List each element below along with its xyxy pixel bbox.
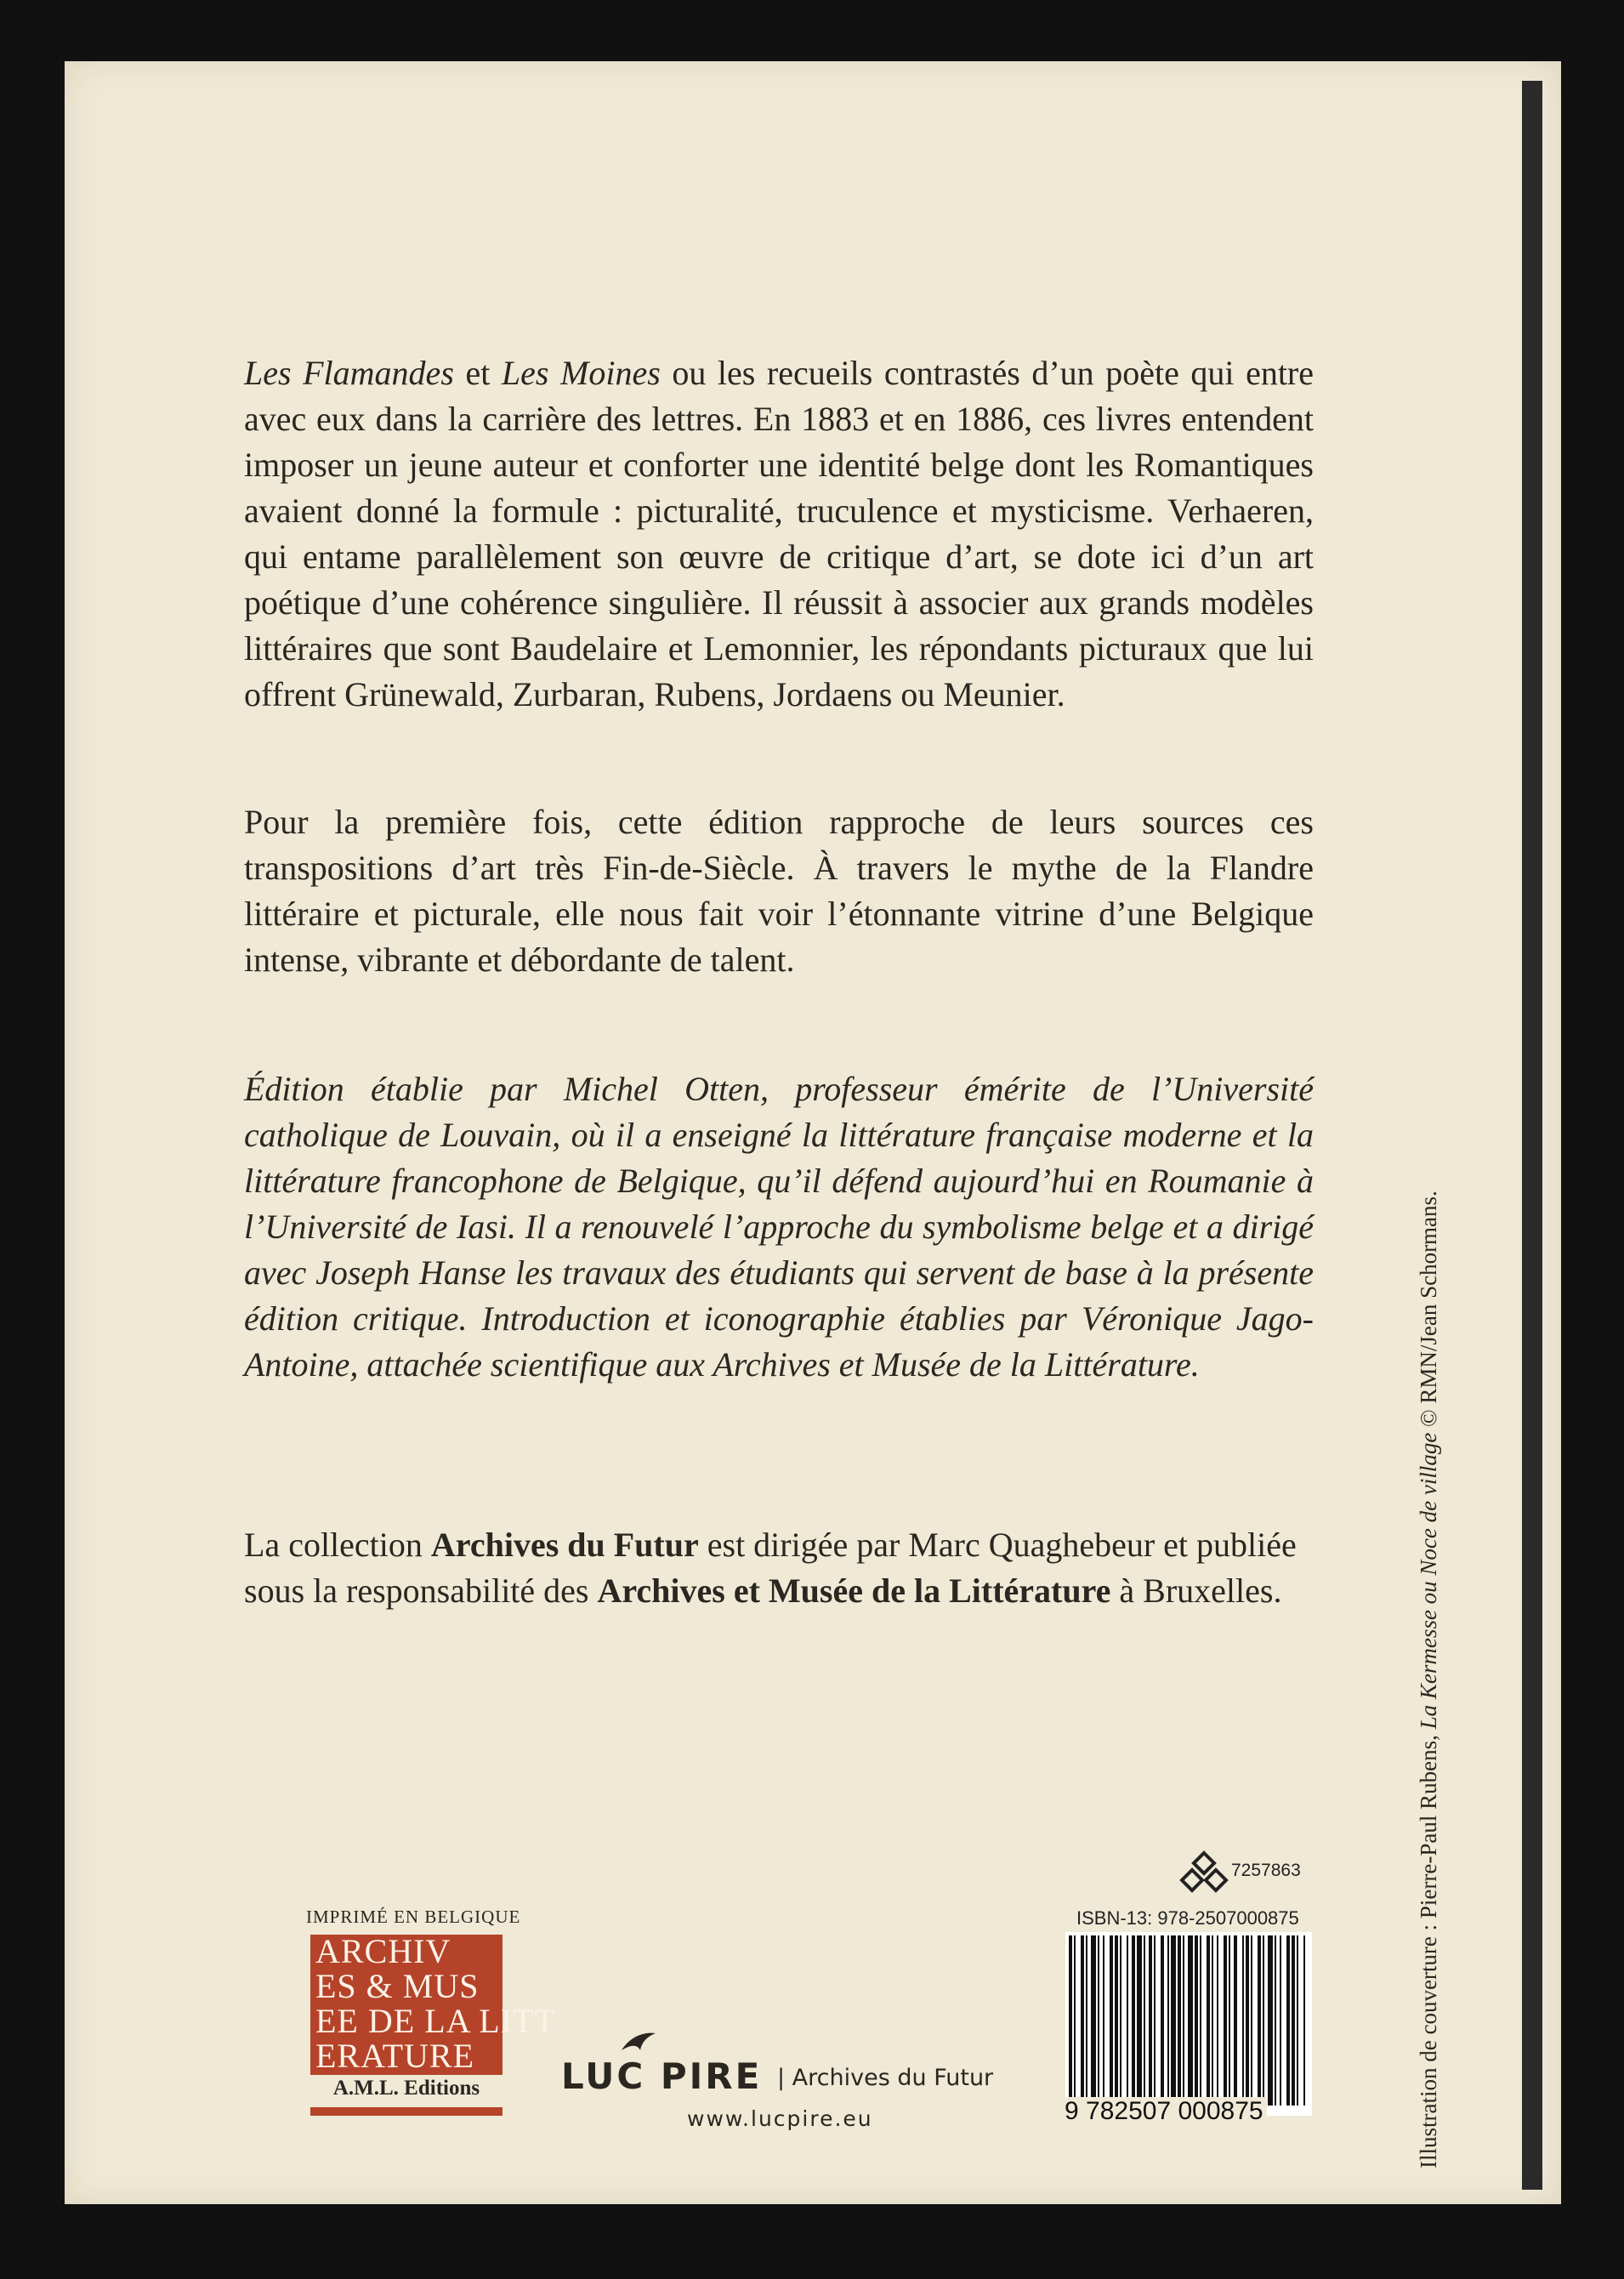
barcode-digits: 9 782507 000875	[1061, 2097, 1267, 2126]
barcode-bar	[1268, 1935, 1273, 2106]
cover-illustration-credit	[1416, 1063, 1442, 2168]
collection-name: Archives du Futur	[430, 1526, 699, 1564]
barcode-bar	[1144, 1935, 1145, 2106]
barcode-bar	[1224, 1935, 1227, 2106]
aml-editions-label: A.M.L. Editions	[310, 2077, 503, 2116]
barcode-bar	[1091, 1935, 1096, 2106]
barcode-bar	[1275, 1935, 1276, 2106]
barcode-bar	[1115, 1935, 1118, 2106]
collection-text-3: à Bruxelles.	[1110, 1571, 1282, 1610]
barcode-bar	[1120, 1935, 1121, 2106]
barcode-bar	[1132, 1935, 1135, 2106]
barcode-bar	[1137, 1935, 1142, 2106]
connector: et	[453, 354, 502, 392]
barcode-bar	[1207, 1935, 1210, 2106]
bird-logo-icon	[618, 2028, 659, 2055]
barcode-bar	[1188, 1935, 1193, 2106]
barcode-bar	[1229, 1935, 1230, 2106]
barcode-bar	[1127, 1935, 1128, 2106]
credit-work-title: La Kermesse ou Noce de village	[1416, 1432, 1441, 1730]
blurb-paragraph-2: Pour la première fois, cette édition rapproche de leurs sources ces transpositions d’art très Fin-de-Siècle. À travers le mythe de la Flandre littéraire et picturale, elle nous fait voir l’étonnante vitrine d’une Belgique intense, vibrante et débordante de talent.	[244, 803, 1314, 979]
aml-logo	[310, 1932, 556, 2075]
editor-note: Édition établie par Michel Otten, professeur émérite de l’Université catholique de Louvain, où il a enseigné la littérature française moderne et la littérature francophone de Belgique, qu’il défend aujourd’hui en Roumanie à l’Université de Iasi. Il a renouvelé l’approche du symbolisme belge et a dirigé avec Joseph Hanse les travaux des étudiants qui servent de base à la présente édition critique. Introduction et iconographie établies par Véronique Jago-Antoine, attachée scientifique aux Archives et Musée de la Littérature.	[244, 1070, 1314, 1384]
barcode-bar	[1110, 1935, 1113, 2106]
collection-note	[244, 1522, 1314, 1614]
barcode-bar	[1234, 1935, 1237, 2106]
barcode-bar	[1069, 1935, 1072, 2106]
series-label: | Archives du Futur	[777, 2065, 994, 2091]
distributor-code: 7257863	[1231, 1861, 1301, 1880]
barcode-bar	[1074, 1935, 1076, 2106]
credit-prefix: Illustration de couverture : Pierre-Paul Rubens,	[1416, 1729, 1441, 2168]
barcode-bar	[1297, 1935, 1298, 2106]
credit-suffix: © RMN/Jean Schormans.	[1416, 1191, 1441, 1433]
barcode-bar	[1167, 1935, 1169, 2106]
title-les-moines: Les Moines	[501, 354, 661, 392]
barcode-bar	[1103, 1935, 1104, 2106]
aml-logo-line-4: ERATURE	[315, 2037, 474, 2075]
barcode-bar	[1098, 1935, 1099, 2106]
barcode-bar	[1280, 1935, 1281, 2106]
barcode-bar	[1086, 1935, 1087, 2106]
blurb-text: ou les recueils contrastés d’un poète qui entre avec eux dans la carrière des lettres. En 1883 et en 1886, ces livres entendent imposer un jeune auteur et conforter une identité belge dont les Romantiques avaient donné la formule : picturalité, truculence et mysticisme. Verhaeren, qui entame parallèlement son œuvre de critique d’art, se dote ici d’un art poétique d’une cohérence singulière. Il réussit à associer aux grands modèles littéraires que sont Baudelaire et Lemonnier, les répondants picturaux que lui offrent Grünewald, Zurbaran, Rubens, Jordaens ou Meunier.	[244, 354, 1315, 713]
barcode-bar	[1246, 1935, 1249, 2106]
barcode-bar	[1161, 1935, 1164, 2106]
barcode-bar	[1183, 1935, 1184, 2106]
barcode-bar	[1286, 1935, 1290, 2106]
barcode-bar	[1212, 1935, 1213, 2106]
barcode-bar	[1303, 1935, 1305, 2106]
printed-in-belgium: IMPRIMÉ EN BELGIQUE	[306, 1907, 521, 1927]
isbn-barcode	[1065, 1932, 1312, 2116]
blurb-paragraph-1	[244, 350, 1314, 718]
barcode-bar	[1081, 1935, 1084, 2106]
aml-logo-line-3: EE DE LA LITT	[315, 2002, 556, 2040]
aml-logo-line-2: ES & MUS	[315, 1967, 480, 2005]
publisher-url: www.lucpire.eu	[687, 2106, 873, 2131]
barcode-bar	[1242, 1935, 1244, 2106]
distributor-mark-icon	[1180, 1851, 1228, 1894]
barcode-bar	[1258, 1935, 1261, 2106]
isbn-label: ISBN-13: 978-2507000875	[1076, 1907, 1299, 1929]
barcode-bar	[1195, 1935, 1198, 2106]
title-les-flamandes: Les Flamandes	[244, 354, 454, 392]
barcode-bar	[1171, 1935, 1176, 2106]
barcode-bar	[1200, 1935, 1201, 2106]
collection-text-2: est dirigée par Marc Quaghebeur et publiée sous la responsabilité des	[244, 1526, 1297, 1610]
collection-text-1: La collection	[244, 1526, 431, 1564]
barcode-bar	[1263, 1935, 1264, 2106]
barcode-bar	[1154, 1935, 1156, 2106]
aml-logo-line-1: ARCHIV	[315, 1932, 451, 1970]
barcode-bar	[1217, 1935, 1218, 2106]
barcode-bar	[1292, 1935, 1295, 2106]
publisher-name: Archives et Musée de la Littérature	[597, 1571, 1111, 1610]
barcode-bar	[1149, 1935, 1152, 2106]
spine-edge	[1522, 81, 1542, 2190]
barcode-bar	[1251, 1935, 1252, 2106]
barcode-bar	[1178, 1935, 1181, 2106]
luc-pire-logo: LUC PIRE	[561, 2055, 763, 2097]
